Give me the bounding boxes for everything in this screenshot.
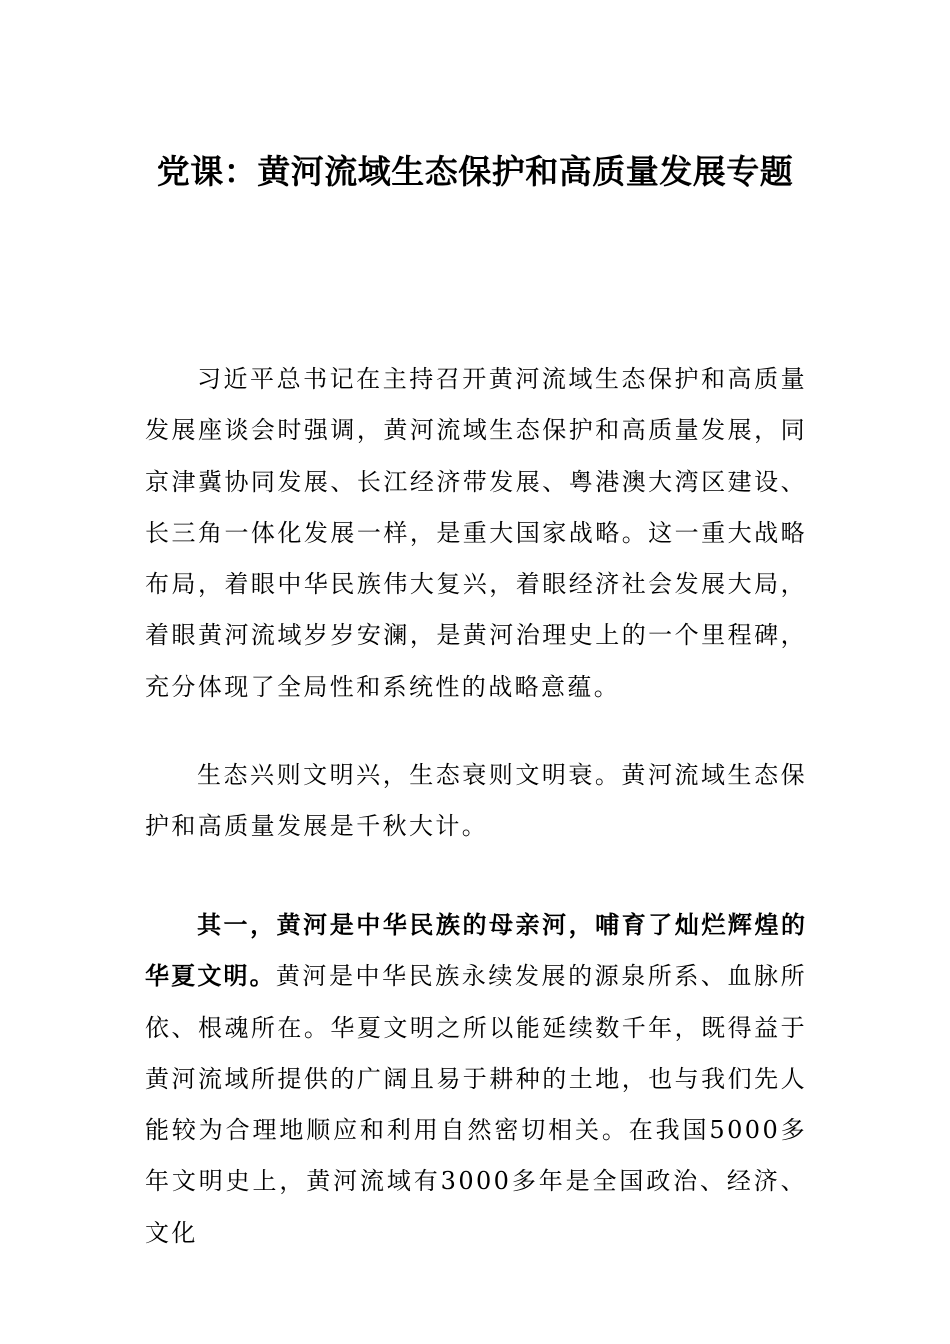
paragraph-1: 习近平总书记在主持召开黄河流域生态保护和高质量发展座谈会时强调，黄河流域生态保护和高质量发展，同京津冀协同发展、长江经济带发展、粤港澳大湾区建设、长三角一体化发展一样，是重大国家战略。这一重大战略布局，着眼中华民族伟大复兴，着眼经济社会发展大局，着眼黄河流域岁岁安澜，是黄河治理史上的一个里程碑，充分体现了全局性和系统性的战略意蕴。 [145, 365, 807, 701]
paragraph-3 [145, 900, 807, 1259]
paragraph-2: 生态兴则文明兴，生态衰则文明衰。黄河流域生态保护和高质量发展是千秋大计。 [145, 761, 807, 841]
paragraph-3-body: 黄河是中华民族永续发展的源泉所系、血脉所依、根魂所在。华夏文明之所以能延续数千年，既得益于黄河流域所提供的广阔且易于耕种的土地，也与我们先人能较为合理地顺应和利用自然密切相关。在我国5000多年文明史上，黄河流域有3000多年是全国政治、经济、文化 [145, 962, 808, 1247]
paragraph-3-lead: 其一，黄河是中华民族的母亲河，哺育了灿烂辉煌的华夏文明。 [145, 911, 807, 991]
document-title: 党课：黄河流域生态保护和高质量发展专题 [156, 152, 794, 191]
